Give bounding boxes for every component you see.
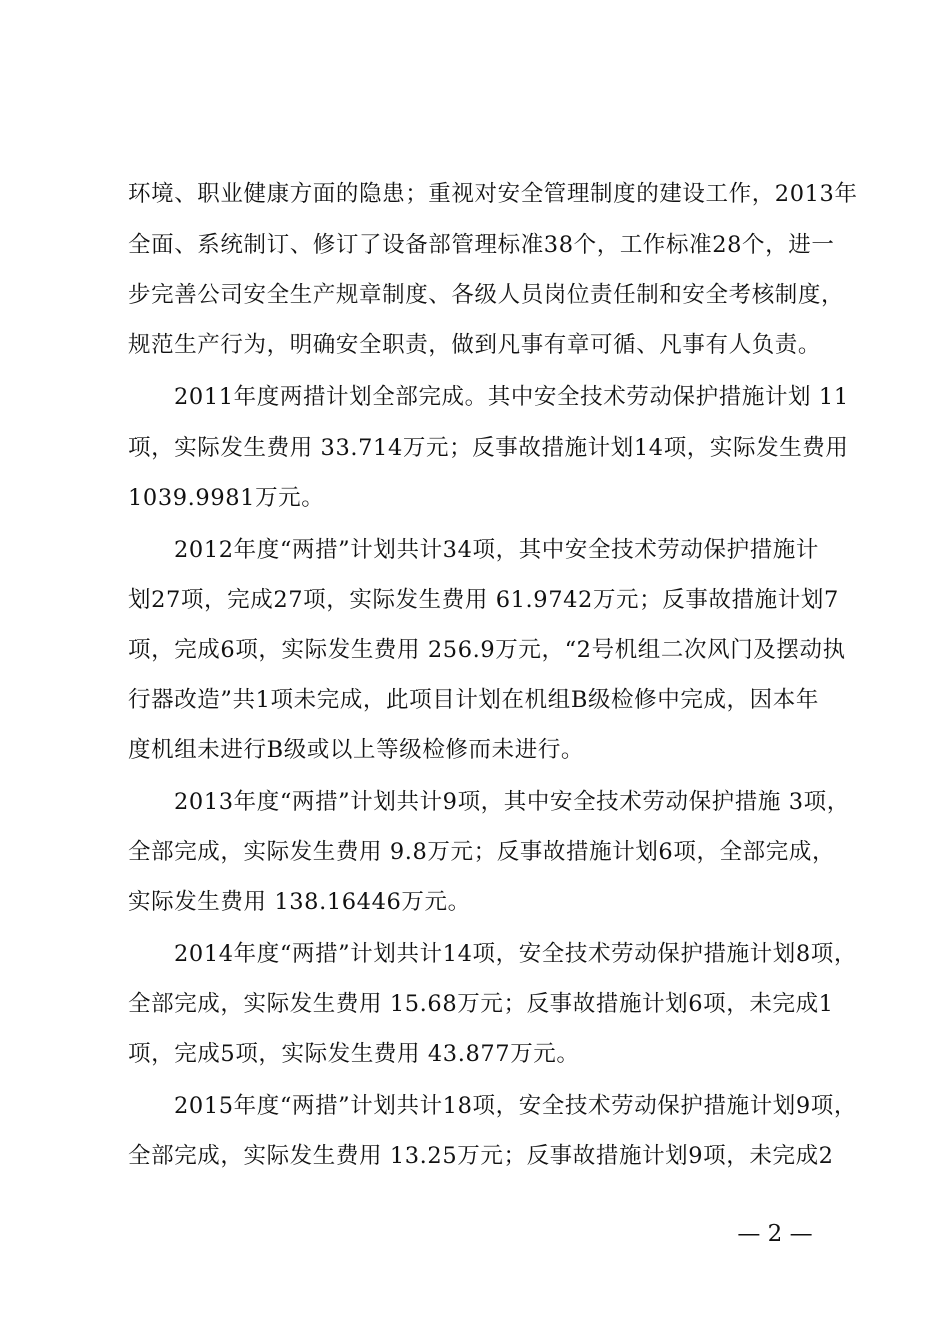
paragraph-2013-line-3: 实际发生费用 138.16446万元。 [128, 889, 471, 915]
text-line-3: 步完善公司安全生产规章制度、各级人员岗位责任制和安全考核制度， [128, 282, 845, 308]
page-number: — 2 — [737, 1221, 813, 1247]
paragraph-2012-line-2: 划27项，完成27项，实际发生费用 61.9742万元；反事故措施计划7 [128, 587, 839, 613]
paragraph-2014-line-3: 项，完成5项，实际发生费用 43.877万元。 [128, 1041, 580, 1067]
text-line-2: 全面、系统制订、修订了设备部管理标准38个，工作标准28个，进一 [128, 232, 835, 258]
paragraph-2011-line-2: 项，实际发生费用 33.714万元；反事故措施计划14项，实际发生费用 [128, 435, 849, 461]
paragraph-2015-line-2: 全部完成，实际发生费用 13.25万元；反事故措施计划9项，未完成2 [128, 1143, 834, 1169]
paragraph-2013-line-1: 2013年度“两措”计划共计9项，其中安全技术劳动保护措施 3项， [174, 789, 850, 815]
paragraph-2011-line-1: 2011年度两措计划全部完成。其中安全技术劳动保护措施计划 11 [174, 384, 849, 410]
text-line-1: 环境、职业健康方面的隐患；重视对安全管理制度的建设工作，2013年 [128, 181, 858, 207]
paragraph-2012-line-5: 度机组未进行B级或以上等级检修而未进行。 [128, 737, 585, 763]
paragraph-2013-line-2: 全部完成，实际发生费用 9.8万元；反事故措施计划6项，全部完成， [128, 839, 836, 865]
paragraph-2015-line-1: 2015年度“两措”计划共计18项，安全技术劳动保护措施计划9项， [174, 1093, 858, 1119]
paragraph-2011-line-3: 1039.9981万元。 [128, 485, 325, 511]
paragraph-2012-line-1: 2012年度“两措”计划共计34项，其中安全技术劳动保护措施计 [174, 537, 819, 563]
paragraph-2012-line-3: 项，完成6项，实际发生费用 256.9万元，“2号机组二次风门及摆动执 [128, 637, 846, 663]
paragraph-2012-line-4: 行器改造”共1项未完成，此项目计划在机组B级检修中完成，因本年 [128, 687, 819, 713]
paragraph-2014-line-1: 2014年度“两措”计划共计14项，安全技术劳动保护措施计划8项， [174, 941, 858, 967]
text-line-4: 规范生产行为，明确安全职责，做到凡事有章可循、凡事有人负责。 [128, 332, 822, 358]
paragraph-2014-line-2: 全部完成，实际发生费用 15.68万元；反事故措施计划6项，未完成1 [128, 991, 834, 1017]
